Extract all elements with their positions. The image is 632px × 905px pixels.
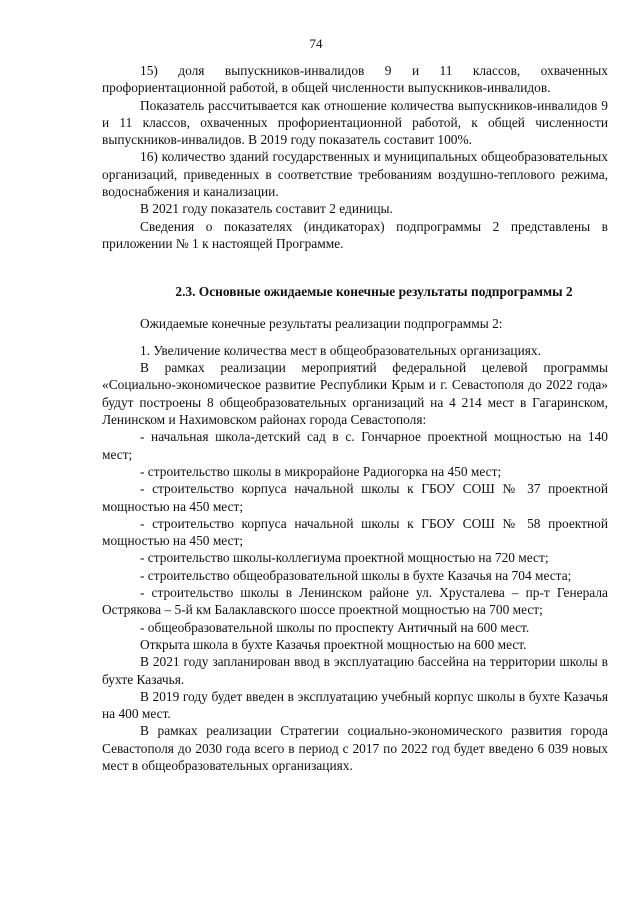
paragraph-indicators-reference: Сведения о показателях (индикаторах) подпрограммы 2 представлены в приложении № 1 к настоящей Программе.	[102, 218, 608, 251]
list-item-school-37: - строительство корпуса начальной школы к ГБОУ СОШ № 37 проектной мощностью на 450 мест;	[102, 481, 608, 514]
list-item-goncharnoe: - начальная школа-детский сад в с. Гончарное проектной мощностью на 140 мест;	[102, 429, 608, 462]
list-item-collegium: - строительство школы-коллегиума проектной мощностью на 720 мест;	[140, 550, 549, 566]
list-item-radiogorka: - строительство школы в микрорайоне Радиогорка на 450 мест;	[140, 463, 502, 479]
list-item-school-58: - строительство корпуса начальной школы к ГБОУ СОШ № 58 проектной мощностью на 450 мест;	[102, 515, 608, 549]
paragraph-pool: В 2021 году запланирован ввод в эксплуатацию бассейна на территории школы в бухте Казачья.	[102, 654, 608, 687]
paragraph-federal-program: В рамках реализации мероприятий федеральной целевой программы «Социально-экономическое развитие Республики Крым и г. Севастополя до 2022 года» будут построены 8 общеобразовательных организаций на 4 214 мест в Гагаринском, Ленинском и Нахимовском районах города Севастополя:	[102, 360, 608, 428]
paragraph-building-2019: В 2019 году будет введен в эксплуатацию учебный корпус школы в бухте Казачья на 400 мест.	[102, 688, 608, 722]
page-content	[102, 62, 608, 774]
paragraph-strategy: В рамках реализации Стратегии социально-экономического развития города Севастополя до 2030 года всего в период с 2017 по 2022 год будет введено 6 039 новых мест в общеобразовательных организациях.	[102, 723, 608, 773]
list-item-kazachya: - строительство общеобразовательной школы в бухте Казачья на 704 места;	[140, 567, 572, 583]
paragraph-indicator-15-calculation: Показатель рассчитывается как отношение количества выпускников-инвалидов 9 и 11 классов, охваченных профориентационной работой, к общей численности выпускников-инвалидов. В 2019 году показатель составит 100%.	[102, 97, 608, 148]
section-heading: 2.3. Основные ожидаемые конечные результаты подпрограммы 2	[175, 284, 573, 300]
spacer	[102, 252, 608, 283]
paragraph-intro: Ожидаемые конечные результаты реализации подпрограммы 2:	[140, 315, 503, 331]
paragraph-result-1: 1. Увеличение количества мест в общеобразовательных организациях.	[140, 342, 541, 358]
spacer	[102, 301, 608, 315]
page-number: 74	[309, 36, 323, 51]
paragraph-indicator-15: 15) доля выпускников-инвалидов 9 и 11 классов, охваченных профориентационной работой, в общей численности выпускников-инвалидов.	[102, 63, 608, 96]
list-item-antichny: - общеобразовательной школы по проспекту Античный на 600 мест.	[140, 619, 530, 635]
list-item-leninsky: - строительство школы в Ленинском районе ул. Хрусталева – пр-т Генерала Острякова – 5-й км Балаклавского шоссе проектной мощностью на 700 мест;	[102, 585, 608, 618]
paragraph-indicator-16: 16) количество зданий государственных и муниципальных общеобразовательных организаций, приведенных в соответствие требованиям воздушно-теплового режима, водоснабжения и канализации.	[102, 149, 608, 200]
paragraph-school-opened: Открыта школа в бухте Казачья проектной мощностью на 600 мест.	[140, 636, 527, 652]
spacer	[102, 332, 608, 342]
paragraph-indicator-16-value: В 2021 году показатель составит 2 единицы.	[140, 201, 393, 217]
